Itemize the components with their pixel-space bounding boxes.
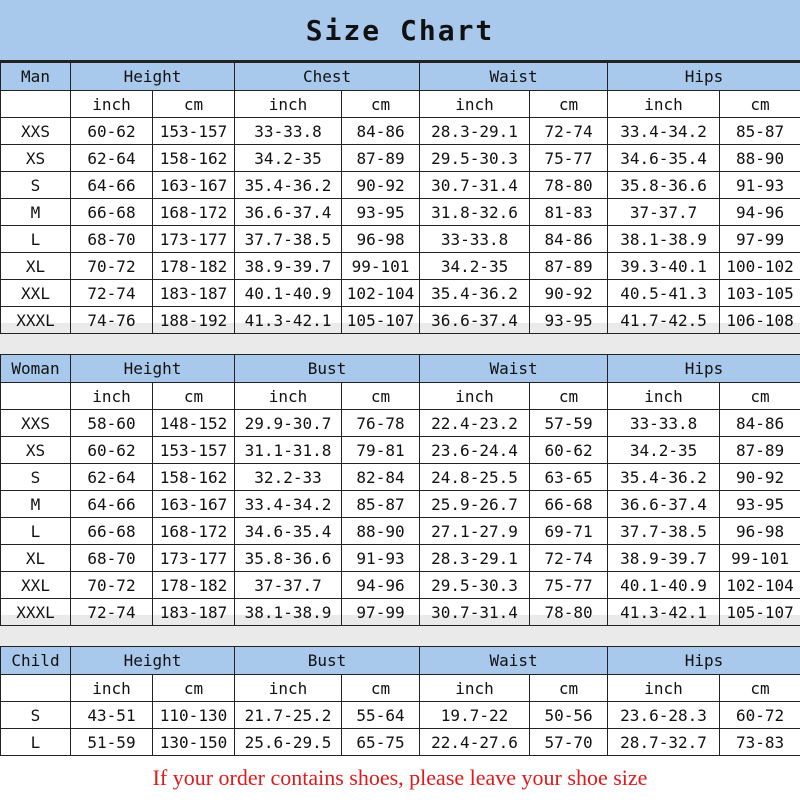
page-title: Size Chart xyxy=(0,0,800,62)
size-label: L xyxy=(1,518,71,545)
table-cell: 64-66 xyxy=(71,172,153,199)
table-cell: 41.3-42.1 xyxy=(235,307,342,334)
table-cell: 168-172 xyxy=(153,199,235,226)
unit-label-cm: cm xyxy=(530,91,608,118)
table-cell: 163-167 xyxy=(153,172,235,199)
table-row xyxy=(1,226,800,253)
table-cell: 33-33.8 xyxy=(420,226,530,253)
table-cell: 25.9-26.7 xyxy=(420,491,530,518)
table-cell: 94-96 xyxy=(342,572,420,599)
table-cell: 66-68 xyxy=(530,491,608,518)
unit-label-cm: cm xyxy=(720,675,800,702)
table-cell: 82-84 xyxy=(342,464,420,491)
table-cell: 37-37.7 xyxy=(235,572,342,599)
unit-label-inch: inch xyxy=(608,675,720,702)
table-cell: 183-187 xyxy=(153,599,235,626)
table-row xyxy=(1,491,800,518)
unit-label-cm: cm xyxy=(153,91,235,118)
size-label: L xyxy=(1,226,71,253)
table-cell: 38.9-39.7 xyxy=(608,545,720,572)
table-cell: 35.8-36.6 xyxy=(235,545,342,572)
table-cell: 158-162 xyxy=(153,464,235,491)
table-cell: 68-70 xyxy=(71,226,153,253)
column-group-header: Hips xyxy=(608,63,800,91)
table-cell: 163-167 xyxy=(153,491,235,518)
table-cell: 84-86 xyxy=(342,118,420,145)
table-cell: 29.9-30.7 xyxy=(235,410,342,437)
table-cell: 55-64 xyxy=(342,702,420,729)
table-cell: 81-83 xyxy=(530,199,608,226)
table-header-row xyxy=(1,63,800,91)
table-cell: 110-130 xyxy=(153,702,235,729)
table-cell: 100-102 xyxy=(720,253,800,280)
table-cell: 90-92 xyxy=(720,464,800,491)
table-cell: 35.4-36.2 xyxy=(608,464,720,491)
table-row xyxy=(1,545,800,572)
column-group-header: Bust xyxy=(235,355,420,383)
table-cell: 29.5-30.3 xyxy=(420,145,530,172)
table-cell: 51-59 xyxy=(71,729,153,756)
table-cell: 28.3-29.1 xyxy=(420,118,530,145)
table-cell: 37.7-38.5 xyxy=(608,518,720,545)
table-cell: 94-96 xyxy=(720,199,800,226)
table-row xyxy=(1,518,800,545)
table-cell: 36.6-37.4 xyxy=(420,307,530,334)
column-group-header: Chest xyxy=(235,63,420,91)
table-row xyxy=(1,280,800,307)
table-cell: 33.4-34.2 xyxy=(608,118,720,145)
table-cell: 75-77 xyxy=(530,572,608,599)
table-cell: 68-70 xyxy=(71,545,153,572)
size-label: XXL xyxy=(1,572,71,599)
unit-label-cm: cm xyxy=(720,383,800,410)
table-cell: 97-99 xyxy=(342,599,420,626)
table-cell: 87-89 xyxy=(720,437,800,464)
section-label: Child xyxy=(1,647,71,675)
table-cell: 38.1-38.9 xyxy=(235,599,342,626)
table-cell: 57-70 xyxy=(530,729,608,756)
size-label: XS xyxy=(1,437,71,464)
table-cell: 65-75 xyxy=(342,729,420,756)
size-label: XXL xyxy=(1,280,71,307)
size-table-child xyxy=(0,646,800,756)
table-cell: 28.7-32.7 xyxy=(608,729,720,756)
table-cell: 60-62 xyxy=(530,437,608,464)
unit-row-blank xyxy=(1,383,71,410)
table-cell: 32.2-33 xyxy=(235,464,342,491)
table-cell: 34.2-35 xyxy=(420,253,530,280)
table-row xyxy=(1,599,800,626)
table-row xyxy=(1,253,800,280)
table-cell: 70-72 xyxy=(71,253,153,280)
table-cell: 99-101 xyxy=(342,253,420,280)
table-cell: 90-92 xyxy=(342,172,420,199)
size-label: M xyxy=(1,199,71,226)
table-cell: 33.4-34.2 xyxy=(235,491,342,518)
table-cell: 148-152 xyxy=(153,410,235,437)
table-cell: 41.3-42.1 xyxy=(608,599,720,626)
table-cell: 72-74 xyxy=(71,280,153,307)
unit-label-inch: inch xyxy=(608,383,720,410)
table-cell: 78-80 xyxy=(530,172,608,199)
table-cell: 99-101 xyxy=(720,545,800,572)
table-cell: 19.7-22 xyxy=(420,702,530,729)
table-cell: 102-104 xyxy=(342,280,420,307)
table-cell: 39.3-40.1 xyxy=(608,253,720,280)
unit-label-inch: inch xyxy=(235,675,342,702)
unit-row-blank xyxy=(1,91,71,118)
table-cell: 40.1-40.9 xyxy=(235,280,342,307)
table-cell: 27.1-27.9 xyxy=(420,518,530,545)
table-cell: 97-99 xyxy=(720,226,800,253)
table-cell: 91-93 xyxy=(342,545,420,572)
size-label: M xyxy=(1,491,71,518)
table-row xyxy=(1,145,800,172)
size-label: S xyxy=(1,464,71,491)
table-cell: 84-86 xyxy=(530,226,608,253)
table-cell: 25.6-29.5 xyxy=(235,729,342,756)
table-cell: 158-162 xyxy=(153,145,235,172)
table-cell: 88-90 xyxy=(720,145,800,172)
table-header-row xyxy=(1,647,800,675)
table-cell: 106-108 xyxy=(720,307,800,334)
table-cell: 75-77 xyxy=(530,145,608,172)
table-cell: 22.4-27.6 xyxy=(420,729,530,756)
unit-row xyxy=(1,91,800,118)
table-cell: 30.7-31.4 xyxy=(420,172,530,199)
table-cell: 72-74 xyxy=(530,118,608,145)
table-cell: 70-72 xyxy=(71,572,153,599)
section-label: Man xyxy=(1,63,71,91)
table-cell: 153-157 xyxy=(153,118,235,145)
unit-label-cm: cm xyxy=(342,383,420,410)
table-cell: 91-93 xyxy=(720,172,800,199)
table-row xyxy=(1,118,800,145)
column-group-header: Height xyxy=(71,647,235,675)
table-row xyxy=(1,199,800,226)
table-cell: 37-37.7 xyxy=(608,199,720,226)
size-label: S xyxy=(1,172,71,199)
table-cell: 41.7-42.5 xyxy=(608,307,720,334)
unit-label-cm: cm xyxy=(530,383,608,410)
table-cell: 73-83 xyxy=(720,729,800,756)
table-cell: 74-76 xyxy=(71,307,153,334)
table-cell: 96-98 xyxy=(720,518,800,545)
table-cell: 38.9-39.7 xyxy=(235,253,342,280)
table-cell: 178-182 xyxy=(153,572,235,599)
table-cell: 85-87 xyxy=(342,491,420,518)
table-cell: 90-92 xyxy=(530,280,608,307)
table-cell: 35.4-36.2 xyxy=(235,172,342,199)
table-row xyxy=(1,729,800,756)
column-group-header: Waist xyxy=(420,647,608,675)
column-group-header: Waist xyxy=(420,63,608,91)
unit-label-inch: inch xyxy=(235,91,342,118)
unit-label-inch: inch xyxy=(235,383,342,410)
table-cell: 60-62 xyxy=(71,118,153,145)
table-cell: 24.8-25.5 xyxy=(420,464,530,491)
table-cell: 93-95 xyxy=(720,491,800,518)
table-cell: 63-65 xyxy=(530,464,608,491)
size-table-man xyxy=(0,62,800,334)
table-cell: 23.6-28.3 xyxy=(608,702,720,729)
table-cell: 33-33.8 xyxy=(608,410,720,437)
size-label: XL xyxy=(1,253,71,280)
table-cell: 102-104 xyxy=(720,572,800,599)
unit-row xyxy=(1,383,800,410)
table-cell: 173-177 xyxy=(153,226,235,253)
table-cell: 72-74 xyxy=(71,599,153,626)
section-label: Woman xyxy=(1,355,71,383)
table-cell: 84-86 xyxy=(720,410,800,437)
table-cell: 33-33.8 xyxy=(235,118,342,145)
table-cell: 57-59 xyxy=(530,410,608,437)
unit-label-inch: inch xyxy=(420,383,530,410)
table-cell: 30.7-31.4 xyxy=(420,599,530,626)
table-cell: 66-68 xyxy=(71,199,153,226)
table-cell: 28.3-29.1 xyxy=(420,545,530,572)
table-cell: 50-56 xyxy=(530,702,608,729)
table-cell: 79-81 xyxy=(342,437,420,464)
table-row xyxy=(1,172,800,199)
table-cell: 62-64 xyxy=(71,464,153,491)
column-group-header: Hips xyxy=(608,355,800,383)
unit-label-inch: inch xyxy=(71,91,153,118)
table-row xyxy=(1,464,800,491)
table-cell: 40.1-40.9 xyxy=(608,572,720,599)
unit-label-inch: inch xyxy=(420,91,530,118)
size-label: XXXL xyxy=(1,599,71,626)
table-cell: 168-172 xyxy=(153,518,235,545)
table-cell: 58-60 xyxy=(71,410,153,437)
unit-label-inch: inch xyxy=(420,675,530,702)
table-cell: 130-150 xyxy=(153,729,235,756)
size-label: XXXL xyxy=(1,307,71,334)
unit-row xyxy=(1,675,800,702)
table-cell: 93-95 xyxy=(342,199,420,226)
table-cell: 35.8-36.6 xyxy=(608,172,720,199)
table-header-row xyxy=(1,355,800,383)
unit-label-cm: cm xyxy=(720,91,800,118)
table-cell: 87-89 xyxy=(342,145,420,172)
column-group-header: Hips xyxy=(608,647,800,675)
table-cell: 36.6-37.4 xyxy=(235,199,342,226)
table-cell: 34.6-35.4 xyxy=(608,145,720,172)
table-cell: 22.4-23.2 xyxy=(420,410,530,437)
table-cell: 93-95 xyxy=(530,307,608,334)
table-row xyxy=(1,307,800,334)
table-cell: 34.2-35 xyxy=(608,437,720,464)
table-row xyxy=(1,702,800,729)
size-table-woman xyxy=(0,354,800,626)
column-group-header: Height xyxy=(71,355,235,383)
table-cell: 76-78 xyxy=(342,410,420,437)
shoe-size-note: If your order contains shoes, please leave your shoe size xyxy=(152,765,648,790)
table-cell: 36.6-37.4 xyxy=(608,491,720,518)
table-cell: 105-107 xyxy=(342,307,420,334)
table-cell: 188-192 xyxy=(153,307,235,334)
table-cell: 35.4-36.2 xyxy=(420,280,530,307)
table-cell: 60-72 xyxy=(720,702,800,729)
size-label: S xyxy=(1,702,71,729)
table-cell: 23.6-24.4 xyxy=(420,437,530,464)
table-cell: 178-182 xyxy=(153,253,235,280)
table-cell: 29.5-30.3 xyxy=(420,572,530,599)
size-label: XS xyxy=(1,145,71,172)
table-cell: 38.1-38.9 xyxy=(608,226,720,253)
unit-row-blank xyxy=(1,675,71,702)
table-cell: 31.8-32.6 xyxy=(420,199,530,226)
unit-label-cm: cm xyxy=(153,383,235,410)
table-cell: 34.2-35 xyxy=(235,145,342,172)
size-label: XXS xyxy=(1,118,71,145)
table-cell: 96-98 xyxy=(342,226,420,253)
size-label: L xyxy=(1,729,71,756)
table-cell: 105-107 xyxy=(720,599,800,626)
table-cell: 66-68 xyxy=(71,518,153,545)
column-group-header: Height xyxy=(71,63,235,91)
table-row xyxy=(1,410,800,437)
table-cell: 72-74 xyxy=(530,545,608,572)
table-cell: 62-64 xyxy=(71,145,153,172)
table-cell: 153-157 xyxy=(153,437,235,464)
size-label: XL xyxy=(1,545,71,572)
size-label: XXS xyxy=(1,410,71,437)
table-row xyxy=(1,572,800,599)
unit-label-cm: cm xyxy=(342,675,420,702)
table-cell: 103-105 xyxy=(720,280,800,307)
unit-label-inch: inch xyxy=(71,675,153,702)
table-cell: 37.7-38.5 xyxy=(235,226,342,253)
table-cell: 85-87 xyxy=(720,118,800,145)
table-cell: 78-80 xyxy=(530,599,608,626)
table-cell: 21.7-25.2 xyxy=(235,702,342,729)
column-group-header: Bust xyxy=(235,647,420,675)
unit-label-cm: cm xyxy=(530,675,608,702)
table-row xyxy=(1,437,800,464)
unit-label-inch: inch xyxy=(71,383,153,410)
unit-label-cm: cm xyxy=(342,91,420,118)
table-cell: 69-71 xyxy=(530,518,608,545)
column-group-header: Waist xyxy=(420,355,608,383)
table-cell: 60-62 xyxy=(71,437,153,464)
unit-label-inch: inch xyxy=(608,91,720,118)
table-cell: 173-177 xyxy=(153,545,235,572)
table-cell: 43-51 xyxy=(71,702,153,729)
table-cell: 64-66 xyxy=(71,491,153,518)
table-cell: 40.5-41.3 xyxy=(608,280,720,307)
table-cell: 87-89 xyxy=(530,253,608,280)
table-cell: 31.1-31.8 xyxy=(235,437,342,464)
table-cell: 183-187 xyxy=(153,280,235,307)
unit-label-cm: cm xyxy=(153,675,235,702)
table-cell: 34.6-35.4 xyxy=(235,518,342,545)
table-cell: 88-90 xyxy=(342,518,420,545)
